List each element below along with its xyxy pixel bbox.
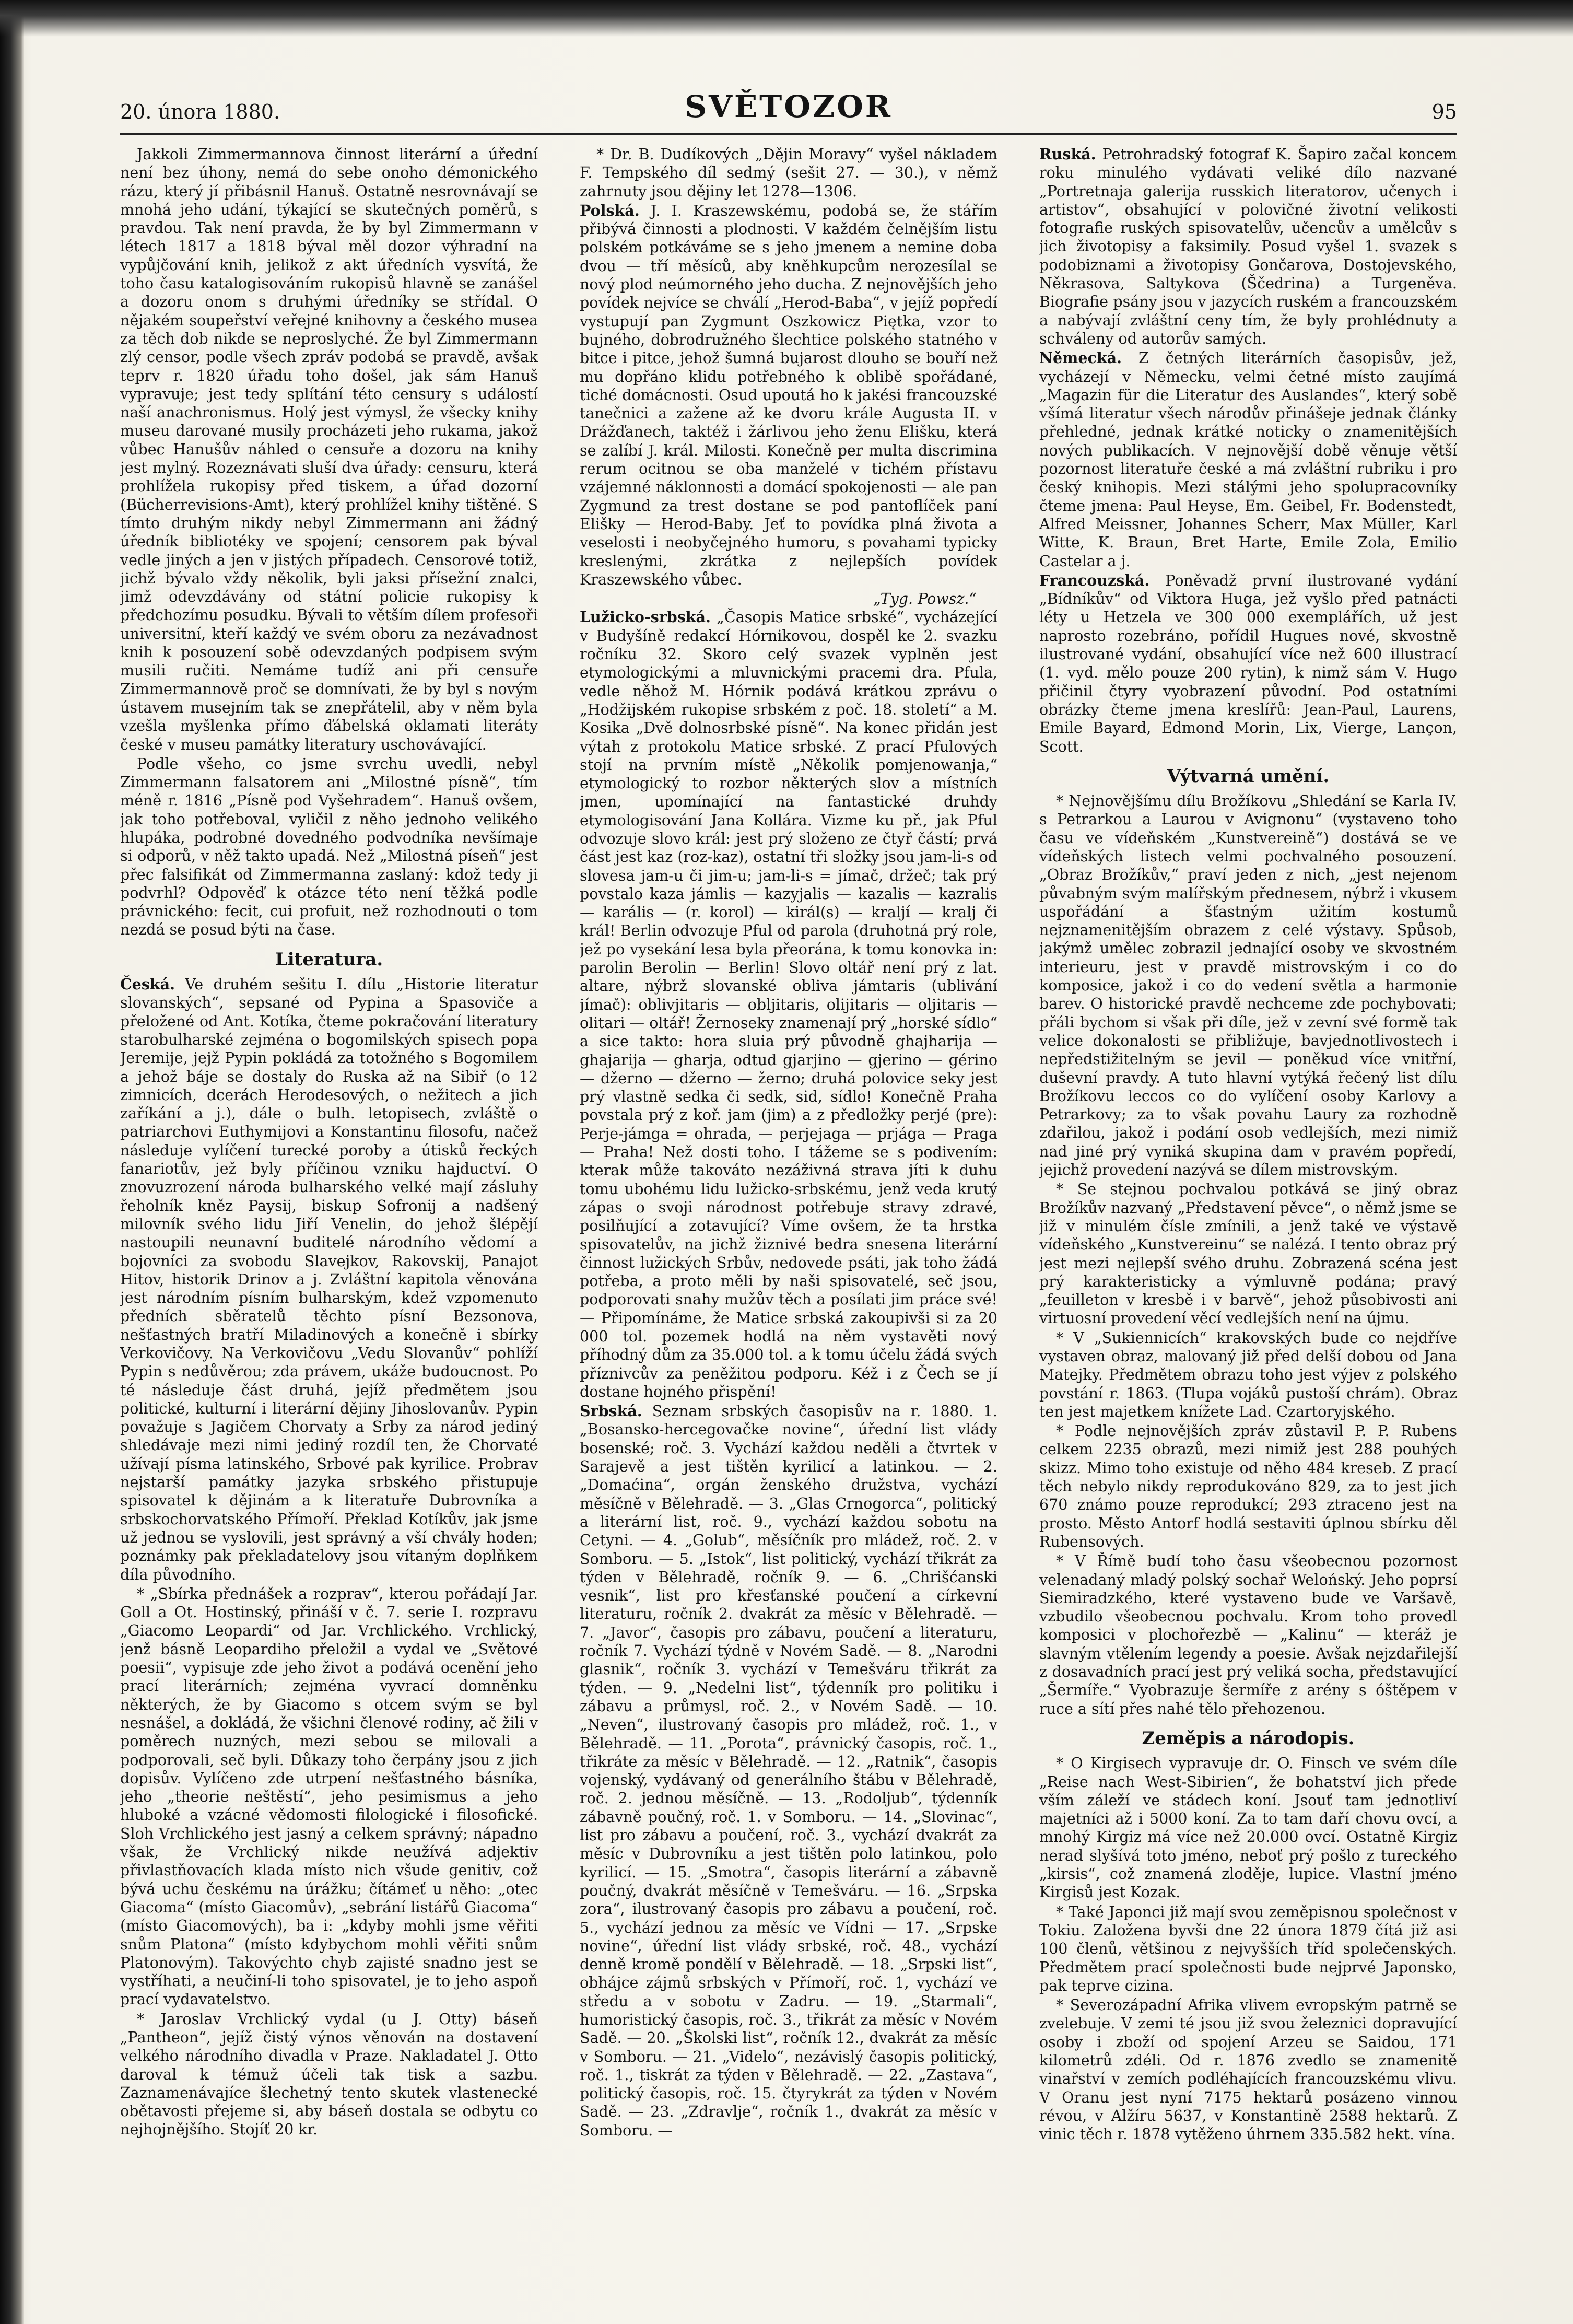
paragraph-text: Petrohradský fotograf K. Šapiro začal koncem roku minulého vydávati veliké dílo nazvané „Portretnaja galerija russkich literatorov, učenych i artistov“, obsahující v polovičné životní velikosti fotografie ruských spisovatelův, učencův a umělcův s jich životopisy a faksimily. Posud vyšel 1. svazek s podobiznami a životopisy Gončarova, Dostojevského, Někrasova, Saltykova (Ščedrina) a Turgeněva. Biografie psány jsou v jazycích ruském a francouzském a nabývají zvláštní ceny tím, že byly prohlédnuty a schváleny od autorův samých. (1039, 146, 1457, 347)
paragraph: * Se stejnou pochvalou potkává se jiný obraz Brožíkův nazvaný „Představení pěvce“, o němž jsme se již v minulém čísle zmínili, a jenž také ve výstavě vídeňského „Kunstvereinu“ se nalézá. I tento obraz prý jest mezi nejlepší svého druhu. Zobrazená scéna jest prý karakteristicky a výmluvně podána; pravý „feuilleton v kresbě i v barvě“, jehož působivosti ani virtuosní provedení věcí vedlejších není na újmu. (1039, 1181, 1457, 1327)
paragraph (580, 1402, 997, 2140)
subsection-label: Lužicko-srbská. (580, 608, 711, 626)
header-rule (120, 133, 1457, 135)
paragraph (120, 975, 538, 1584)
paragraph: * Dr. B. Dudíkových „Dějin Moravy“ vyšel nákladem F. Tempského díl sedmý (sešit 27. — 30.), v němž zahrnuty jsou dějiny let 1278—1306. (580, 146, 997, 200)
paragraph (1039, 571, 1457, 756)
paragraph-text: J. I. Kraszewskému, podobá se, že stářím přibývá činnosti a plodnosti. V každém čelnějším listu polském potkáváme se s jeho jmenem a nemine doba dvou — tří měsíců, aby kněhkupcům nerozesílal se nový plod neúmorného jeho ducha. Z nejnovějších jeho povídek nejvíce se chválí „Herod-Baba“, v jejíž popředí vystupují pan Zygmunt Oszkowicz Piętka, vzor to bujného, dobrodružného šlechtice polského statného v bitce i pitce, jehož šumná bujarost dlouho se bouří než mu dopřáno klidu potřebného k oblibě spořádané, tiché domácnosti. Osud upoutá ho k jakési francouzské tanečnici a zažene až ke dvoru krále Augusta II. v Drážďanech, taktéž i žárlivou jeho ženu Elišku, která se zalíbí J. král. Milosti. Konečně per multa discrimina rerum ocitnou se oba manželé v tichém přístavu vzájemné náklonnosti a domácí spokojenosti — ale pan Zygmund za trest dostane se pod pantoflíček paní Elišky — Herod-Baby. Jeť to povídka plná života a veselosti i neobyčejného humoru, s povahami typicky kreslenými, zkrátka z nejlepších povídek Kraszewského vůbec. (580, 202, 997, 588)
section-heading-literatura: Literatura. (275, 949, 383, 970)
subsection-label: Ruská. (1039, 145, 1096, 163)
page-number: 95 (1431, 100, 1457, 123)
paragraph-text: Ve druhém sešitu I. dílu „Historie literatur slovanských“, sepsané od Pypina a Spasoviče a přeložené od Ant. Kotíka, čteme pokračování literatury starobulharské zejména o bogomilských spisech popa Jeremije, jejž Pypin pokládá za totožného s Bogomilem a jehož báje se dostaly do Ruska až na Sibiř (o 12 zimnicích, dcerách Herodesových, o nežitech a jich zaříkání a j.), dále o bulh. letopisech, zvláště o patriarchovi Euthymijovi a Konstantinu filosofu, načež následuje vylíčení turecké poroby a útisků řeckých fanariotův, jež byly příčinou vzniku hajductví. O znovuzrození národa bulharského velké mají zásluhy řeholník kněz Paysij, biskup Sofronij a nadšený milovník svého lidu Jiří Venelin, do jehož šlépějí nastoupili neunavní buditelé národního vědomí a bojovníci za svobodu Slavejkov, Rakovskij, Panajot Hitov, historik Drinov a j. Zvláštní kapitola věnována jest národním písním bulharským, kdež vzpomenuto předních sběratelů těchto písní Bezsonova, nešťastných bratří Miladinových a konečně i sbírky Verkovičovy. Na Verkovičovu „Vedu Slovanův“ pohlíží Pypin s nedůvěrou; zda právem, ukáže budoucnost. Po té následuje část druhá, jejíž předmětem jsou politické, kulturní i literární dějiny Jihoslovanův. Pypin považuje s Jagičem Chorvaty a Srby za národ jediný shledávaje mezi nimi jediný rozdíl ten, že Chorvaté užívají písma latinského, Srbové pak kyrilice. Probrav nejstarší památky jazyka srbského přistupuje spisovatel k dějinám a k literatuře Dubrovníka a srbskochorvatského Přímoří. Překlad Kotíkův, jak jsme už jednou se vyslovili, jest správný a vší chvály hoden; poznámky pak překladatelovy jsou vítaným doplňkem díla původního. (120, 976, 538, 1583)
paragraph: * „Sbírka přednášek a rozprav“, kterou pořádají Jar. Goll a Ot. Hostinský, přináší v č. 7. serie I. rozpravu „Giacomo Leopardi“ od Jar. Vrchlického. Vrchlický, jenž básně Leopardiho přeložil a vydal ve „Světové poesii“, vypisuje zde jeho život a podává ocenění jeho prací literárních; zejména vyvrací domněnku některých, že by Giacomo s otcem svým se byl nesnášel, a dokládá, že všichni členové rodiny, ač žili v poměrech nuzných, mezi sebou se milovali a podporovali, seč byli. Důkazy toho čerpány jsou z jich dopisův. Vylíčeno zde utrpení nešťastného básníka, jeho „theorie neštěstí“, jeho pesimismus a jeho hluboké a vzácné vědomosti filologické i filosofické. Sloh Vrchlického jest jasný a celkem správný; nápadno však, že Vrchlický nikde neužívá adjektiv přivlastňovacích klada místo nich všude genitiv, což bývá uchu českému na úrážku; čítámeť u něho: „otec Giacoma“ (místo Giacomův), „sebrání listářů Giacoma“ (místo Giacomových), ba i: „kdyby mohli jsme věřiti snům Platona“ (místo kdybychom mohli věřiti snům Platonovým). Takovýchto chyb zajisté snadno jest se vystříhati, a neučiní-li toho spisovatel, je to jeho aspoň prací vydavatelstvo. (120, 1585, 538, 2008)
paragraph: * O Kirgisech vypravuje dr. O. Finsch ve svém díle „Reise nach West-Sibirien“, že bohatství jich přede vším záleží ve stádech koní. Jsouť tam jednotliví majetníci až i 5000 koní. Za to tam daří chovu ovcí, a mnohý Kirgiz má více než 20.000 ovcí. Ostatně Kirgiz nerad slyšívá toto jméno, neboť prý pošlo z tureckého „kirsis“, což znamená zloděje, lupice. Vlastní jméno Kirgisů jest Kozak. (1039, 1755, 1457, 1901)
paragraph (1039, 145, 1457, 348)
section-heading-zemepis: Zeměpis a národopis. (1142, 1727, 1355, 1749)
section-heading-vytvarna: Výtvarná umění. (1167, 765, 1330, 787)
paragraph-text: Z četných literárních časopisův, jež, vycházejí v Německu, velmi četné místo zaujímá „Magazin für die Literatur des Auslandes“, který sobě všímá literatur všech národův přinášeje jednak články přehledné, jednak krátké noticky o znamenitějších nových publikacích. V nejnovější době věnuje větší pozornost literatuře české a má zvláštní rubriku i pro český knihopis. Mezi stálými jeho spolupracovníky čteme jmena: Paul Heyse, Em. Geibel, Fr. Bodenstedt, Alfred Meissner, Johannes Scherr, Max Müller, Karl Witte, K. Braun, Bret Harte, Emile Zola, Emilio Castelar a j. (1039, 349, 1457, 570)
paragraph: * Jaroslav Vrchlický vydal (u J. Otty) báseň „Pantheon“, jejíž čistý výnos věnován na dostavení velkého národního divadla v Praze. Nakladatel J. Otto daroval k témuž účeli tak tisk a sazbu. Zaznamenávajíce šlechetný tento skutek vlastenecké obětavosti přejeme si, aby báseň dostala se odbytu co nejhojnějšího. Stojíť 20 kr. (120, 2010, 538, 2139)
paragraph: * V Římě budí toho času všeobecnou pozornost velenadaný mladý polský sochař Welońský. Jeho poprsí Siemiradzkého, které vystaveno bude ve Varšavě, vzbudilo všeobecnou pochvalu. Krom toho provedl komposici v plochořezbě — „Kalinu“ — kteráž je slavným vtělením legendy a poesie. Avšak nejzdařilejší z dosavadních prací jest prý veliká socha, představující „Šermíře.“ Vyobrazuje šermíře z arény s óštěpem v ruce a sítí přes nahé tělo přehozenou. (1039, 1552, 1457, 1718)
paragraph: * V „Sukiennicích“ krakovských bude co nejdříve vystaven obraz, malovaný již před delší dobou od Jana Matejky. Předmětem obrazu toho jest výjev z polského povstání r. 1863. (Tlupa vojáků pustoší chrám). Obraz ten jest majetkem knížete Lad. Czartoryjského. (1039, 1329, 1457, 1420)
paragraph: * Podle nejnovějších zpráv zůstavil P. P. Rubens celkem 2235 obrazů, mezi nimiž jest 288 pouhých skizz. Mimo toho existuje od něho 484 kreseb. Z prací těch nebylo nikdy reprodukováno 829, za to jest jich 670 známo pouze reprodukcí; 293 ztraceno jest na prosto. Město Antorf hodlá sestaviti úplnou sbírku děl Rubensových. (1039, 1422, 1457, 1550)
masthead-title: SVĚTOZOR (685, 89, 893, 124)
paragraph (1039, 349, 1457, 570)
subsection-label: Česká. (120, 975, 175, 994)
page-header (120, 89, 1457, 131)
source-signature: „Tyg. Powsz.“ (873, 590, 977, 608)
paragraph: * Nejnovějšímu dílu Brožíkovu „Shledání se Karla IV. s Petrarkou a Laurou v Avignonu“ (vystaveno toho času ve vídeňském „Kunstvereině“) dostává se ve vídeňských listech velmi pochvalného posouzení. „Obraz Brožíkův,“ praví jeden z nich, „jest nejenom půvabným svým malířským přednesem, nýbrž i vkusem uspořádání a šťastným užitím kostumů nejznamenitějším obrazem z celé výstavy. Spůsob, jakýmž umělec zobrazil jednající osoby ve skvostném interieuru, jest v pravdě mistrovským i co do komposice, jakož i co do vedení světla a harmonie barev. O historické pravdě nechceme zde pochybovati; přáli bychom si však při díle, jež v zevní své formě tak velice dokonalosti se přibližuje, bavjednotlivostech i nepředstižitelným se jevil — poněkud více vnitřní, duševní pravdy. A tuto hlavní vytýká řečený list dílu Brožíkovu leccos co do vylíčení osoby Karlovy a Petrarkovy; za to však povahu Laury za rozhodně zdařilou, jakož i podání osob vedlejších, mezi nimiž nad jiné prý vyniká skupina dam v pravém popředí, jejichž provedení nazývá se dílem mistrovským. (1039, 792, 1457, 1179)
issue-date: 20. února 1880. (120, 100, 280, 123)
subsection-label: Srbská. (580, 1402, 642, 1420)
paragraph: * Také Japonci již mají svou zeměpisnou společnost v Tokiu. Založena byvši dne 22 února 1879 čítá již asi 100 členů, většinou z nejvyšších tříd společenských. Předmětem prací společnosti bude nejprvé Japonsko, pak teprve cizina. (1039, 1903, 1457, 1994)
subsection-label: Německá. (1039, 349, 1122, 367)
binding-shadow (0, 0, 24, 2324)
paragraph (580, 202, 997, 589)
paragraph-text: „Časopis Matice srbské“, vycházející v Budyšíně redakcí Hórnikovou, dospěl ke 2. svazku ročníku 32. Skoro celý svazek vyplněn jest etymologickými a mluvnickými pracemi dra. Pfula, vedle něhož M. Hórnik podává krátkou zprávu o „Hodžijském rukopise srbském z poč. 18. století“ a M. Kosika „Dvě dolnosrbské písně“. Na konec přidán jest výtah z protokolu Matice srbské. Z prací Pfulových stojí na prvním místě „Několik pomjenowanja,“ etymologický to rozbor některých slov a místních jmen, upomínající na fantastické druhdy etymologisování Jana Kollára. Vizme ku př., jak Pful odvozuje slovo král: jest prý složeno ze čtyř částí; prvá část jest kaz (roz-kaz), ostatní tři složky jsou jam-li-s od slovesa jam-u či jim-u; jam-li-s = jímač, držeč; tak prý povstalo kaza jámlis — kazyjalis — kazalis — kazralis — karális — (r. korol) — királ(s) — kraljí — kralj či král! Berlin odvozuje Pful od parola (druhotná prý role, jež po vysekání lesa byla přeorána, k tomu konovka in: parolin Berolin — Berlin! Slovo oltář není prý z lat. altare, nýbrž slovanské obliva jámtaris (ublivání jímač): oblivjitaris — obljitaris, olijitaris — oljitaris — olitari — oltář! Žernoseky znamenají prý „horské sídlo“ a sice takto: hora sluia prý původně ghajharija — ghajarija — gharja, odtud gjarjino — gjerino — gérino — džerno — džerno — žerno; druhá polovice seky jest prý vlastně sedka či sedk, sid, sídlo! Konečně Praha povstala prý z koř. jam (jim) a z předložky perjé (pre): Perje-jámga = ohrada, — perjejaga — prjága — Praga — Praha! Než dosti toho. I tážeme se s podivením: kterak může takováto nezáživná strava jíti k duhu tomu ubohému lidu lužicko-srbskému, jenž veda krutý zápas o svoji národnost potřebuje stravy zdravé, posilňující a zotavující? Víme ovšem, že ta hrstka spisovatelův, na jichž žiznivé bedra snesena literární činnost lužických Srbův, nedovede psáti, jak toho žádá potřeba, a proto měli by naši spisovatelé, seč jsou, podporovati snahy mužův těch a posílati jim práce své! — Připomínáme, že Matice srbská zakoupivši si za 20 000 tol. pozemek hodlá na něm vystavěti nový příhodný dům za 35.000 tol. a k tomu účelu žádá svých příznivcův za peněžitou podporu. Kéž i z Čech se jí dostane hojného přispění! (580, 609, 997, 1400)
subsection-label: Polská. (580, 201, 640, 219)
subsection-label: Francouzská. (1039, 571, 1150, 589)
scan-top-shadow (0, 0, 1573, 37)
paragraph: Podle všeho, co jsme svrchu uvedli, nebyl Zimmermann falsatorem ani „Milostné písně“, tím méně r. 1816 „Písně pod Vyšehradem“. Hanuš ovšem, jak toho potřeboval, vyličil z něho jednoho velikého hlupáka, podrobné dovedného podvodníka nevšímaje si odporů, v něž takto upadá. Než „Milostná píseň“ jest přec falsifikát od Zimmermanna zaslaný: kdož tedy ji podvrhl? Odpověď k otázce této není těžká podle právnického: fecit, cui profuit, než rozhodnouti o tom nezdá se posud býti na čase. (120, 755, 538, 939)
paragraph (580, 608, 997, 1401)
paragraph-text: Poněvadž první ilustrované vydání „Bídníkův“ od Viktora Huga, jež vyšlo před patnácti léty u Hetzela ve 300 000 exemplářích, už jest naprosto rozebráno, pořídil Hugues nové, skvostně ilustrované vydání, obsahující více než 600 illustrací (1. vyd. mělo pouze 200 rytin), k nimž sám V. Hugo přičinil čtyry vyobrazení původní. Pod ostatními obrázky čteme jmena kreslířů: Jean-Paul, Laurens, Emile Bayard, Edmond Morin, Lix, Vierge, Lançon, Scott. (1039, 571, 1457, 755)
paragraph: * Severozápadní Afrika vlivem evropským patrně se zvelebuje. V zemi té jsou již svou železnici dopravující osoby i zboží od spojení Arzeu se Saidou, 171 kilometrů zdéli. Od r. 1876 zvedlo se znamenitě vinařství v zemích podléhajících francouzskému vlivu. V Oranu jest nyní 7175 hektarů posázeno vinnou révou, v Alžíru 5637, v Konstantině 2588 hektarů. Z vinic těch r. 1878 vytěženo úhrnem 335.582 hekt. vína. (1039, 1996, 1457, 2143)
column-2 (580, 145, 997, 2308)
paragraph-text: Seznam srbských časopisův na r. 1880. 1. „Bosansko-hercegovačke novine“, úřední list vlády bosenské; roč. 3. Vychází každou neděli a čtvrtek v Sarajevě a jest tištěn kyrilicí a latinkou. — 2. „Domaćina“, orgán ženského družstva, vychází měsíčně v Bělehradě. — 3. „Glas Crnogorca“, politický a literární list, roč. 9., vychází každou sobotu na Cetyni. — 4. „Golub“, měsíčník pro mládež, roč. 2. v Somboru. — 5. „Istok“, list politický, vychází třikrát za týden v Bělehradě, ročník 9. — 6. „Chrišćanski vesnik“, list pro křesťanské poučení a církevní literaturu, ročník 2. dvakrát za měsíc v Bělehradě. — 7. „Javor“, časopis pro zábavu, poučení a literaturu, ročník 7. Vychází týdně v Novém Sadě. — 8. „Narodni glasnik“, ročník 3. vychází v Temešváru třikrát za týden. — 9. „Nedelni list“, týdenník pro politiku i zábavu a průmysl, roč. 2., v Novém Sadě. — 10. „Neven“, ilustrovaný časopis pro mládež, roč. 1., v Bělehradě. — 11. „Porota“, právnický časopis, roč. 1., třikráte za měsíc v Bělehradě. — 12. „Ratnik“, časopis vojenský, vydávaný od generálního štábu v Bělehradě, roč. 2. jednou měsíčně. — 13. „Rodoljub“, týdenník zábavně poučný, roč. 1. v Somboru. — 14. „Slovinac“, list pro zábavu a poučení, roč. 3., vychází dvakrát za měsíc v Dubrovníku a jest tištěn polo latinkou, polo kyrilicí. — 15. „Smotra“, časopis literární a zábavně poučný, dvakrát měsíčně v Temešváru. — 16. „Srpska zora“, ilustrovaný časopis pro zábavu a poučení, roč. 5., vychází jednou za měsíc ve Vídni — 17. „Srpske novine“, úřední list vlády srbské, roč. 48., vychází denně kromě pondělí v Bělehradě. — 18. „Srpski list“, obhájce zájmů srbských v Přímoří, roč. 1, vychází ve středu a v sobotu v Zadru. — 19. „Starmali“, humoristický časopis, roč. 3., třikrát za měsíc v Novém Sadě. — 20. „Školski list“, ročník 12., dvakrát za měsíc v Somboru. — 21. „Videlo“, nezávislý časopis politický, roč. 1., tiskrát za týden v Bělehradě. — 22. „Zastava“, politický časopis, roč. 15. čtyrykrát za týden v Novém Sadě. — 23. „Zdravlje“, ročník 1., dvakrát za měsíc v Somboru. — (580, 1403, 997, 2139)
column-1 (120, 145, 538, 2308)
column-3 (1039, 145, 1457, 2308)
paragraph: Jakkoli Zimmermannova činnost literární a úřední není bez úhony, nemá do sebe onoho démonického rázu, který jí přibásnil Hanuš. Ostatně nesrovnávají se mnohá jeho udání, týkající se skutečných poměrů, s pravdou. Tak není pravda, že by byl Zimmermann v létech 1817 a 1818 býval měl dozor výhradní na vypůjčování knih, jelikož z akt úředních vysvítá, že toho času katalogisováním rukopisů hlavně se zanášel a dozoru onom s druhými úředníky se střídal. O nějakém soupeřství veřejné knihovny a českého musea za těch dob nikde se neproslyché. Že byl Zimmermann zlý censor, podle všech zpráv podobá se pravdě, avšak teprv r. 1820 úřadu toho došel, jak sám Hanuš vypravuje; jest tedy splítání této censury s událostí naší anachronismus. Holý jest výmysl, že všecky knihy museu darované musily procházeti jeho rukama, jakož vůbec Hanušův náhled o censuře a dozoru na knihy jest mylný. Rozeznávati sluší dva úřady: censuru, která prohlížela rukopisy před tiskem, a úřad dozorní (Bücherrevisions-Amt), který prohlížel knihy tištěné. S tímto druhým nikdy nebyl Zimmermann ani žádný úředník bibliotéky ve spojení; censorem pak býval vedle jiných a jen v jistých případech. Censorové totiž, jichž bývalo vždy několik, byli jaksi přísežní znalci, jimž odevzdávány od státní policie rukopisy k předchozímu posudku. Bývali to větším dílem profesoři universitní, kteří každý ve svém oboru za nezávadnost knih k posouzení sobě odevzdaných podpisem svým musili ručiti. Nemáme tudíž ani při censuře Zimmermannově proč se domnívati, že by byl s novým ústavem musejním tak se znepřátelil, aby v něm byla vzešla myšlenka přímo ďábelská oklamati literáty české v museu památky literatury uschovávající. (120, 146, 538, 753)
